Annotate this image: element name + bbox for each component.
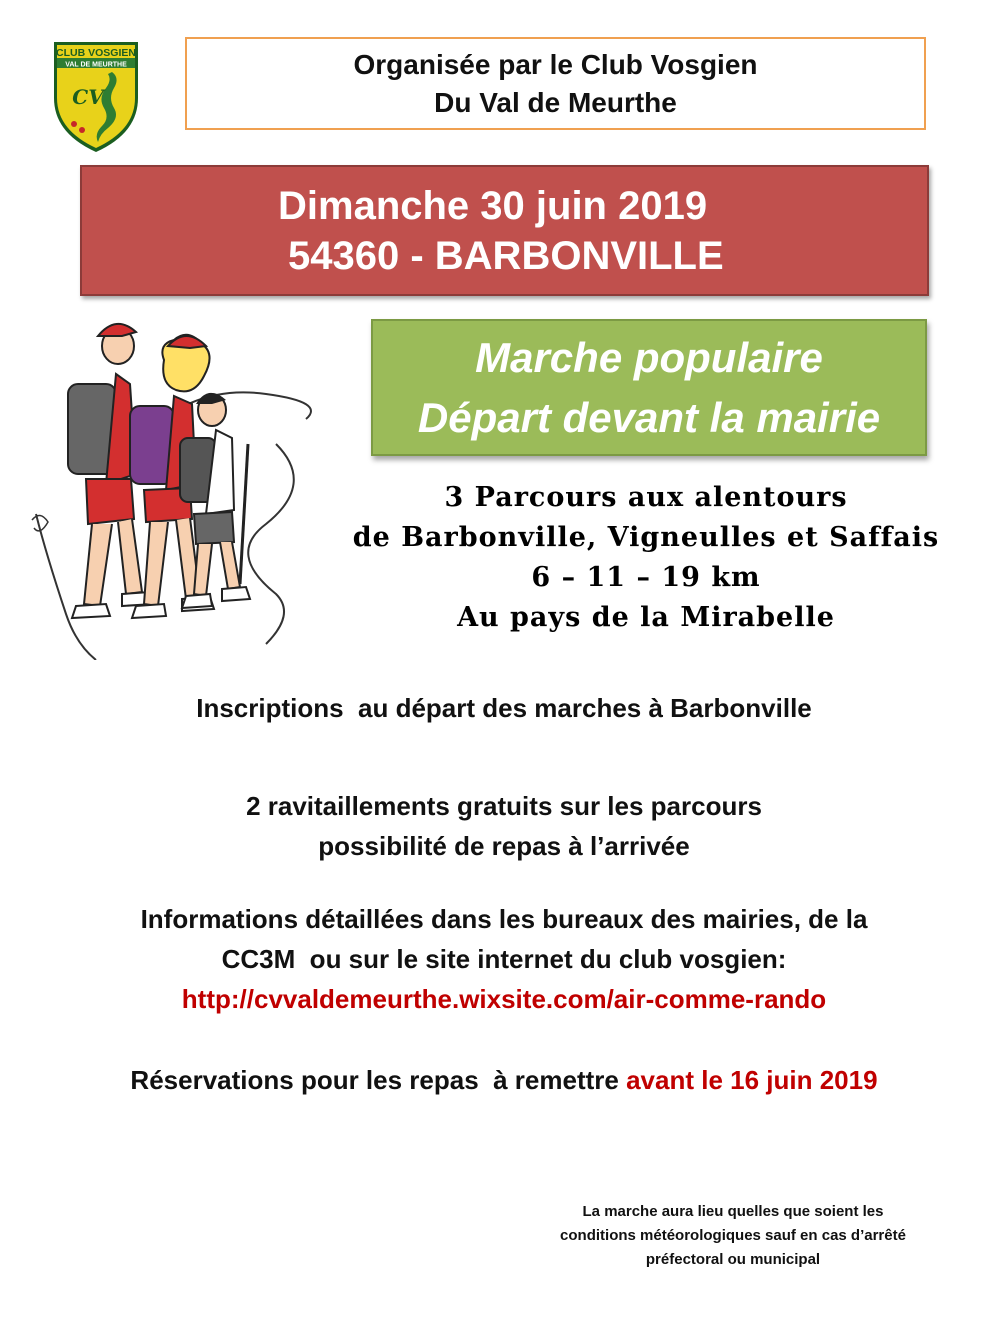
event-type: Marche populaire xyxy=(475,333,823,381)
reservations-deadline: avant le 16 juin 2019 xyxy=(626,1065,878,1095)
weather-note-line-3: préfectoral ou municipal xyxy=(645,1251,821,1268)
logo-subtitle: VAL DE MEURTHE xyxy=(65,61,127,69)
reservations-block xyxy=(0,1060,1008,1100)
date-banner xyxy=(80,165,929,296)
club-vosgien-logo xyxy=(50,38,142,156)
courses-distances: 6 – 11 – 19 km xyxy=(531,562,761,593)
event-start: Départ devant la mairie xyxy=(417,393,881,441)
courses-line-1: 3 Parcours aux alentours xyxy=(444,482,848,513)
hikers-illustration xyxy=(26,314,332,660)
supplies-line-2: possibilité de repas à l’arrivée xyxy=(318,831,690,861)
organizer-line-1: Organisée par le Club Vosgien xyxy=(353,48,758,80)
info-line-2: CC3M ou sur le site internet du club vosgien: xyxy=(221,944,787,974)
inscriptions-text xyxy=(0,688,1008,728)
website-link[interactable]: http://cvvaldemeurthe.wixsite.com/air-comme-rando xyxy=(181,984,827,1014)
logo-monogram: CV xyxy=(72,85,104,109)
inscriptions-label: Inscriptions au départ des marches à Barbonville xyxy=(196,693,812,723)
logo-title: CLUB VOSGIEN xyxy=(56,47,136,59)
supplies-line-1: 2 ravitaillements gratuits sur les parcours xyxy=(246,791,762,821)
courses-line-2: de Barbonville, Vigneulles et Saffais xyxy=(352,522,940,553)
organizer-line-2: Du Val de Meurthe xyxy=(434,86,677,118)
event-date: Dimanche 30 juin 2019 xyxy=(278,183,708,228)
courses-line-4: Au pays de la Mirabelle xyxy=(457,602,835,633)
weather-note xyxy=(530,1200,936,1272)
event-box xyxy=(371,319,927,456)
courses-block xyxy=(330,478,962,638)
weather-note-line-1: La marche aura lieu quelles que soient les xyxy=(582,1203,884,1220)
info-line-1: Informations détaillées dans les bureaux des mairies, de la xyxy=(140,904,868,934)
event-location: 54360 - BARBONVILLE xyxy=(288,233,724,278)
info-block xyxy=(0,899,1008,1019)
organizer-box xyxy=(185,37,926,130)
reservations-text: Réservations pour les repas à remettre xyxy=(130,1065,627,1095)
weather-note-line-2: conditions météorologiques sauf en cas d’arrêté xyxy=(560,1227,906,1244)
supplies-block xyxy=(0,786,1008,866)
